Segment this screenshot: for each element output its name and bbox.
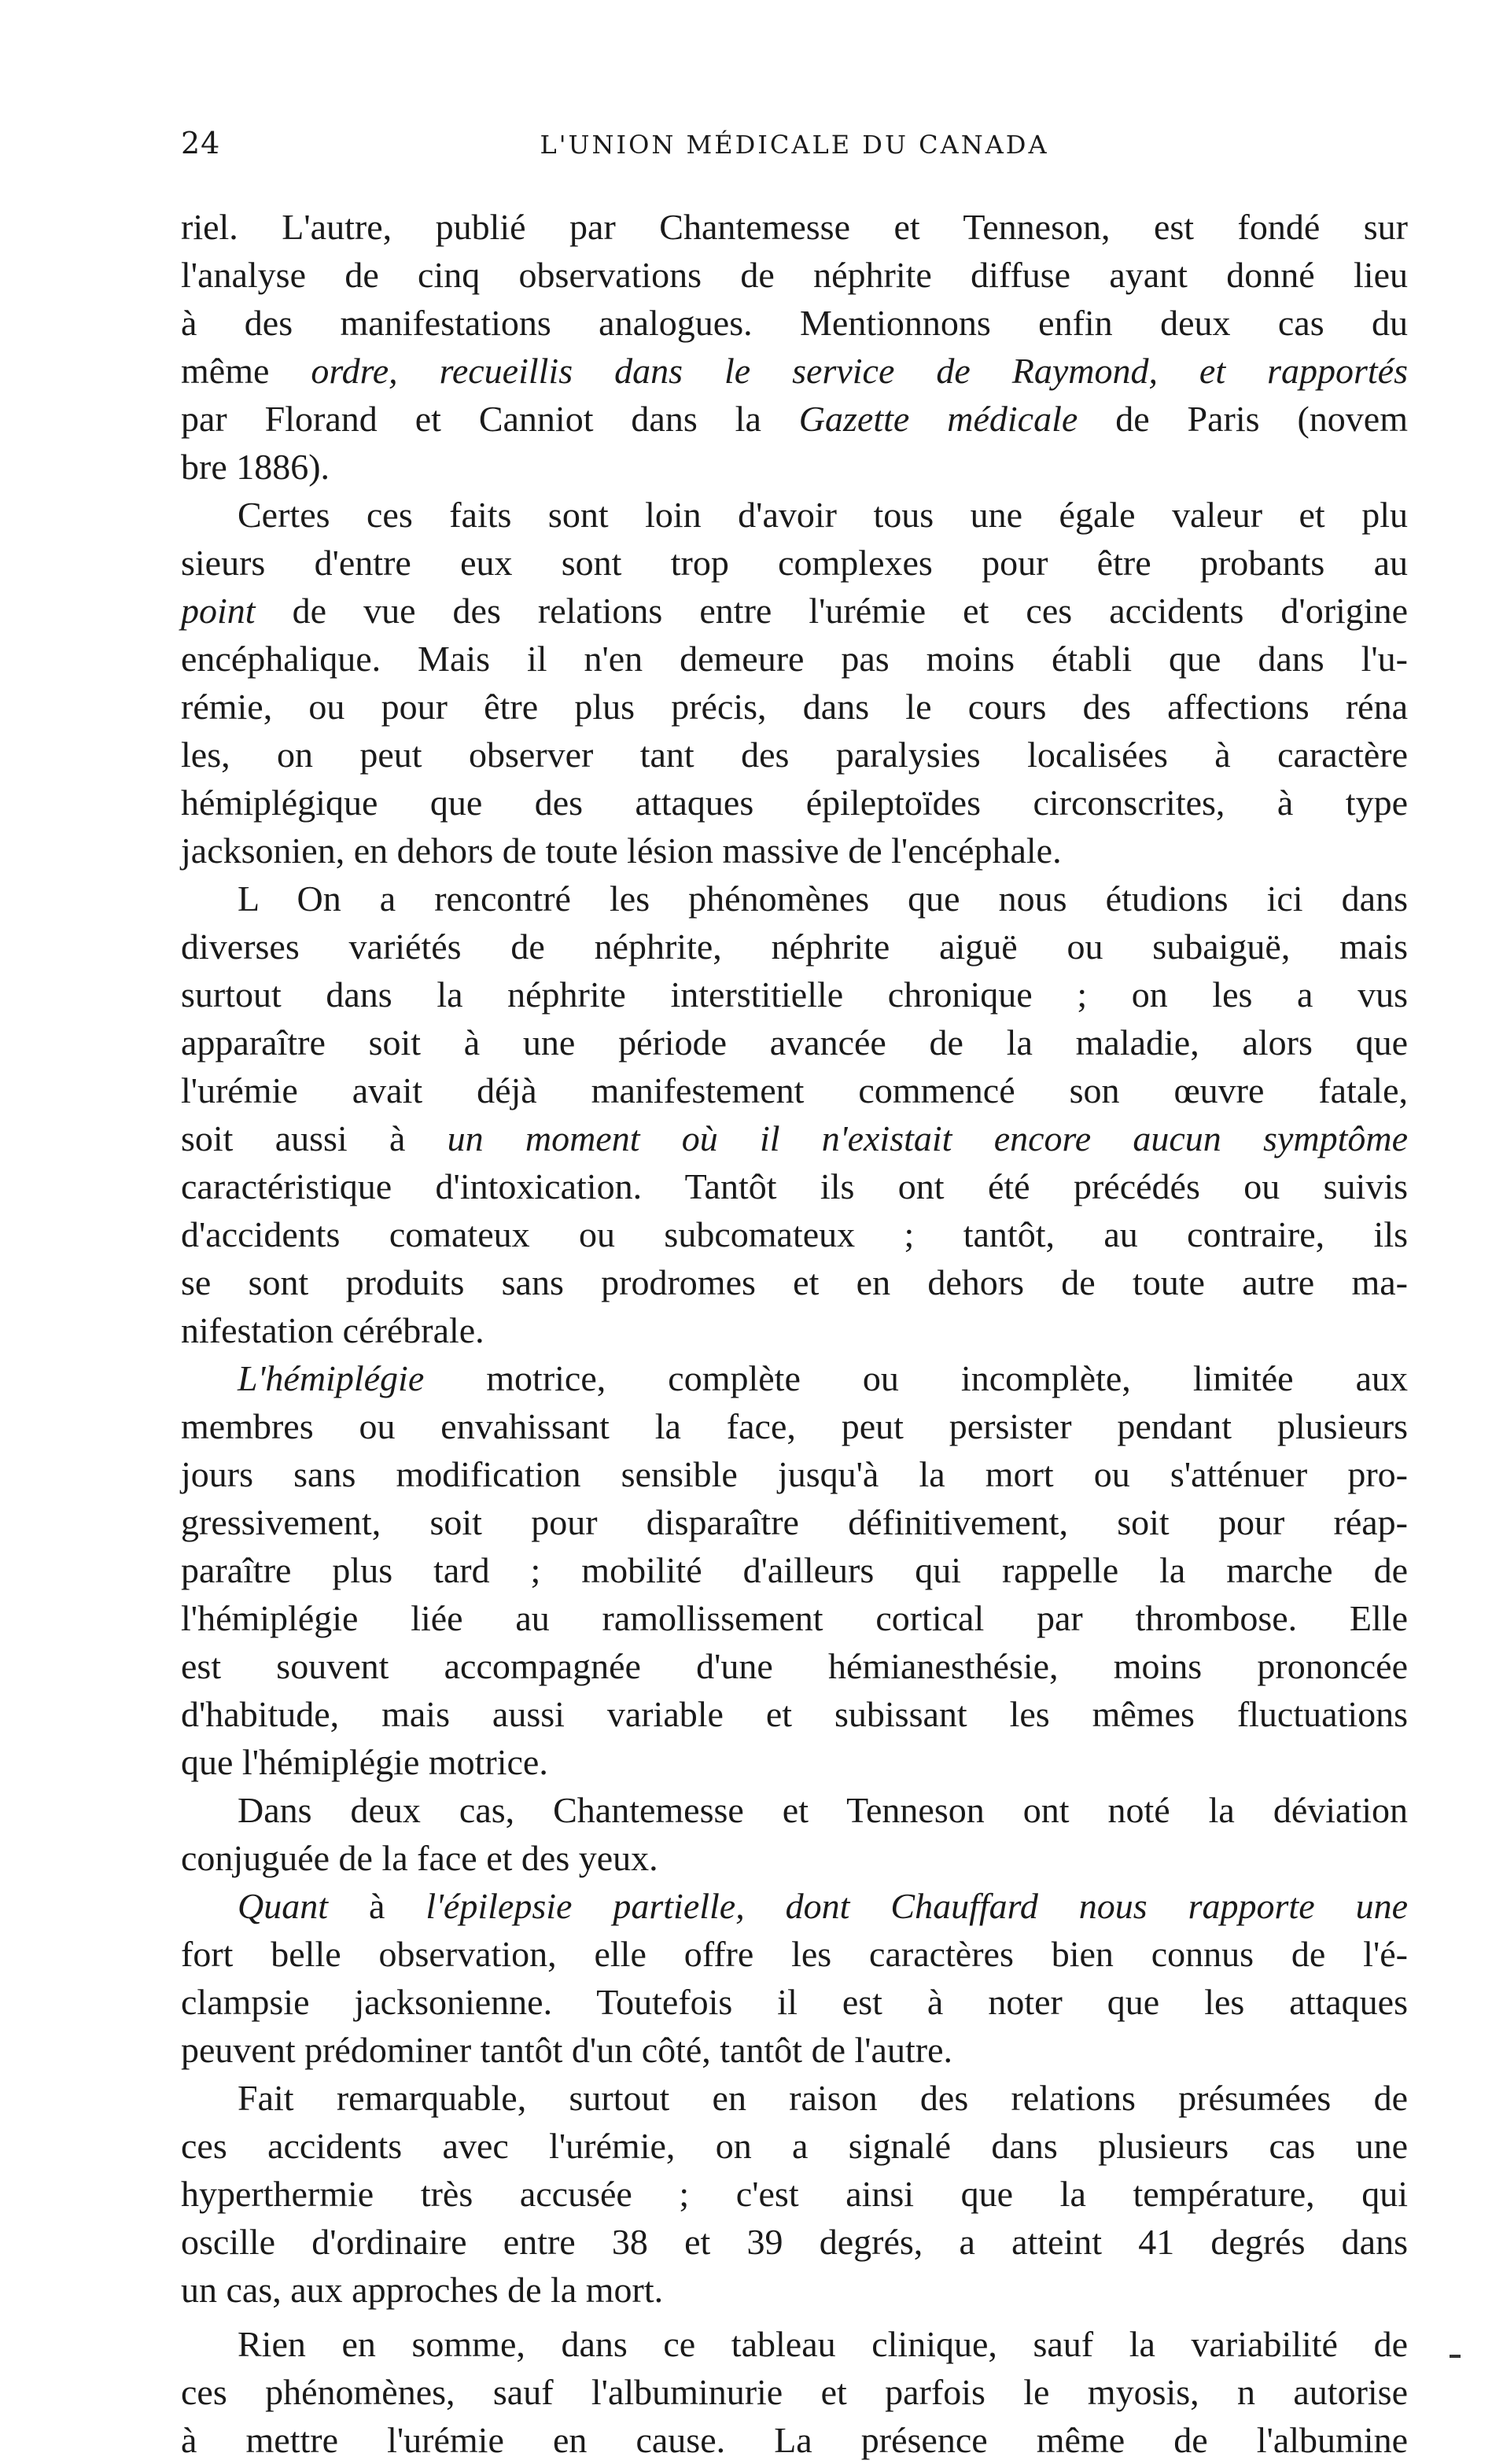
text-line: bre 1886). [181, 447, 330, 487]
running-head [181, 126, 1408, 173]
page-corner-mark [1450, 2355, 1461, 2358]
journal-title: L'UNION MÉDICALE DU CANADA [540, 130, 1049, 160]
text-run: de vue des relations entre l'urémie et ces accidents d'origine [255, 591, 1408, 631]
text-line: à des manifestations analogues. Mentionnons enfin deux cas du [181, 303, 1408, 343]
text-line: riel. L'autre, publié par Chantemesse et Tenneson, est fondé sur [181, 207, 1408, 247]
body-text [181, 203, 1408, 2464]
text-line [181, 1114, 1408, 1162]
text-line: Rien en somme, dans ce tableau clinique, sauf la variabilité de [238, 2324, 1408, 2364]
text-line: l'analyse de cinq observations de néphrite diffuse ayant donné lieu [181, 255, 1408, 295]
text-line: diverses variétés de néphrite, néphrite aiguë ou subaiguë, mais [181, 926, 1408, 967]
text-line: les, on peut observer tant des paralysies localisées à caractère [181, 735, 1408, 775]
text-line: conjuguée de la face et des yeux. [181, 1838, 658, 1878]
text-line: l'urémie avait déjà manifestement commencé son œuvre fatale, [181, 1070, 1408, 1110]
text-line: oscille d'ordinaire entre 38 et 39 degrés, a atteint 41 degrés dans [181, 2222, 1408, 2262]
text-line: un cas, aux approches de la mort. [181, 2270, 664, 2310]
text-line: Dans deux cas, Chantemesse et Tenneson ont noté la déviation [238, 1790, 1408, 1830]
text-run: même [181, 351, 311, 391]
text-line: ces accidents avec l'urémie, on a signalé dans plusieurs cas une [181, 2126, 1408, 2166]
text-line: surtout dans la néphrite interstitielle chronique ; on les a vus [181, 974, 1408, 1015]
text-line: Certes ces faits sont loin d'avoir tous une égale valeur et plu [238, 495, 1408, 535]
text-line: rémie, ou pour être plus précis, dans le cours des affections réna [181, 687, 1408, 727]
text-line: nifestation cérébrale. [181, 1310, 484, 1350]
italic-text: un moment où il n'existait encore aucun symptôme [447, 1118, 1408, 1158]
text-line: peuvent prédominer tantôt d'un côté, tantôt de l'autre. [181, 2030, 952, 2070]
text-line: membres ou envahissant la face, peut persister pendant plusieurs [181, 1406, 1408, 1446]
text-line: Fait remarquable, surtout en raison des relations présumées de [238, 2078, 1408, 2118]
page-number: 24 [181, 126, 221, 160]
page [181, 126, 1408, 2464]
text-line [181, 587, 1408, 635]
text-line: à mettre l'urémie en cause. La présence même de l'albumine [181, 2420, 1408, 2460]
text-line [181, 1882, 1408, 1930]
text-line: fort belle observation, elle offre les caractères bien connus de l'é- [181, 1934, 1408, 1974]
text-line [181, 395, 1408, 443]
text-line: apparaître soit à une période avancée de la maladie, alors que [181, 1022, 1408, 1063]
text-line: sieurs d'entre eux sont trop complexes pour être probants au [181, 543, 1408, 583]
text-line: d'accidents comateux ou subcomateux ; tantôt, au contraire, ils [181, 1214, 1408, 1254]
text-line: que l'hémiplégie motrice. [181, 1742, 548, 1782]
italic-text: L'hémiplégie [238, 1358, 425, 1398]
italic-text: ordre, recueillis dans le service de Raymond, et rapportés [311, 351, 1408, 391]
text-line: clampsie jacksonienne. Toutefois il est à noter que les attaques [181, 1982, 1408, 2022]
italic-text: Gazette médicale [798, 399, 1078, 439]
text-run: motrice, complète ou incomplète, limitée aux [424, 1358, 1408, 1398]
italic-text: l'épilepsie partielle, dont Chauffard nous rapporte une [425, 1886, 1408, 1926]
text-run: par Florand et Canniot dans la [181, 399, 799, 439]
text-line: hémiplégique que des attaques épileptoïdes circonscrites, à type [181, 783, 1408, 823]
text-line: l'hémiplégie liée au ramollissement cortical par thrombose. Elle [181, 1598, 1408, 1638]
text-line: hyperthermie très accusée ; c'est ainsi que la température, qui [181, 2174, 1408, 2214]
text-run: soit aussi à [181, 1118, 448, 1158]
text-line: se sont produits sans prodromes et en dehors de toute autre ma- [181, 1262, 1408, 1302]
italic-text: Quant [238, 1886, 328, 1926]
text-run: de Paris (novem [1078, 399, 1409, 439]
text-line: ces phénomènes, sauf l'albuminurie et parfois le myosis, n autorise [181, 2372, 1408, 2412]
text-line: jacksonien, en dehors de toute lésion massive de l'encéphale. [181, 831, 1062, 871]
text-line: encéphalique. Mais il n'en demeure pas moins établi que dans l'u- [181, 639, 1408, 679]
text-run: à [328, 1886, 426, 1926]
text-line: paraître plus tard ; mobilité d'ailleurs qui rappelle la marche de [181, 1550, 1408, 1590]
text-line [181, 347, 1408, 395]
text-line: gressivement, soit pour disparaître définitivement, soit pour réap- [181, 1502, 1408, 1542]
text-line: jours sans modification sensible jusqu'à la mort ou s'atténuer pro- [181, 1454, 1408, 1494]
text-line: caractéristique d'intoxication. Tantôt ils ont été précédés ou suivis [181, 1166, 1408, 1206]
text-line: est souvent accompagnée d'une hémianesthésie, moins prononcée [181, 1646, 1408, 1686]
text-line: d'habitude, mais aussi variable et subissant les mêmes fluctuations [181, 1694, 1408, 1734]
text-line: L On a rencontré les phénomènes que nous étudions ici dans [238, 878, 1408, 919]
italic-text: point [181, 591, 256, 631]
text-line [181, 1354, 1408, 1402]
